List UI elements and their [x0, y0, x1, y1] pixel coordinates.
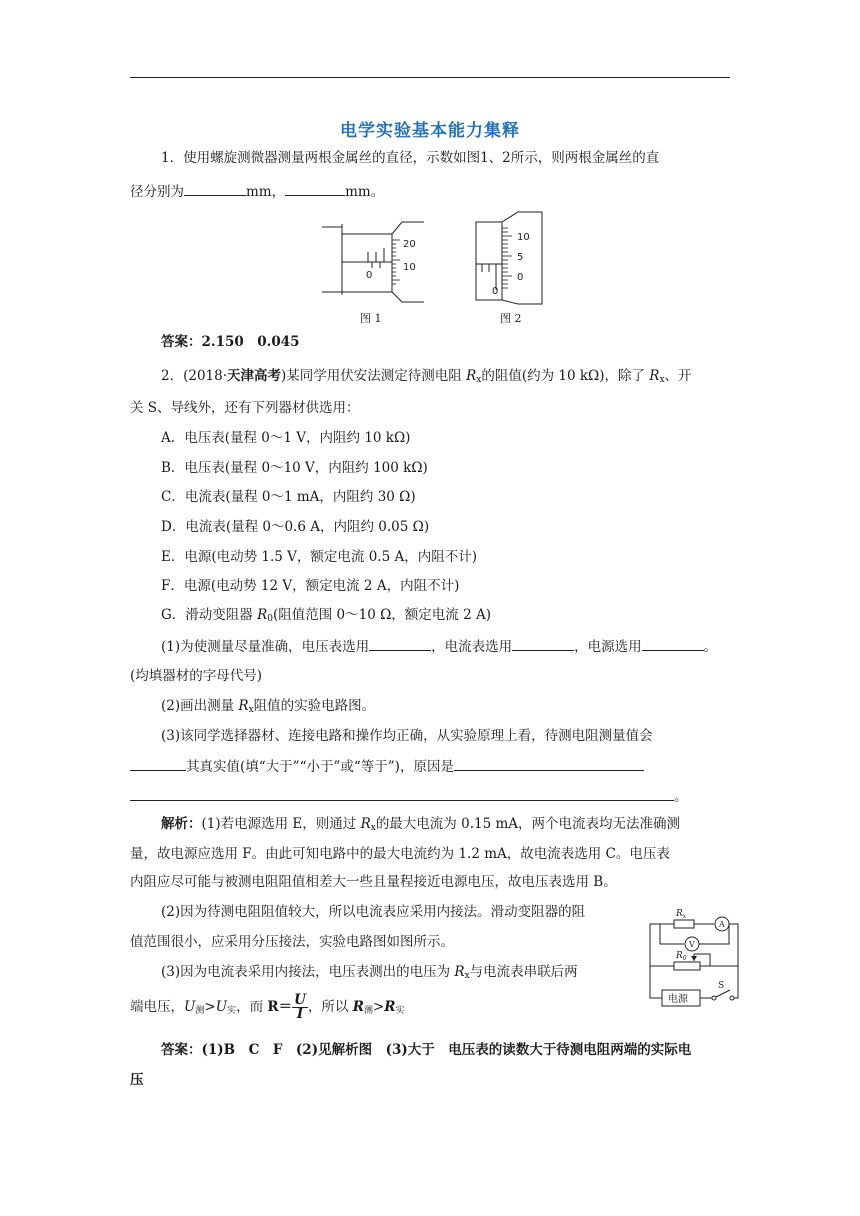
answer-blank-voltmeter	[369, 636, 431, 651]
q1-stem-line2: 径分别为 mm， mm。	[130, 181, 384, 202]
fig2-tick-0: 0	[517, 272, 524, 283]
fig2-sleeve-0: 0	[492, 286, 499, 297]
analysis-line5: 值范围很小，应采用分压接法，实验电路图如图所示。	[130, 934, 454, 950]
fig1-tick-10: 10	[403, 262, 416, 273]
option-d: D．电流表(量程 0～0.6 A，内阻约 0.05 Ω)	[161, 519, 430, 535]
answer-blank-ammeter	[512, 636, 574, 651]
analysis-line4: (2)因为待测电阻阻值较大，所以电流表应采用内接法。滑动变阻器的阻	[161, 904, 586, 920]
analysis-line6: (3)因为电流表采用内接法，电压表测出的电压为 $R_x$与电流表串联后两	[161, 964, 578, 981]
analysis-line7: 端电压，$U_测>U_实$，而 R＝ $\frac{U}{I}$ ，所以 $R_测>R_实$	[130, 992, 405, 1022]
q2-part1-note: (均填器材的字母代号)	[130, 668, 263, 684]
q2-stem-line2: 关 S、导线外，还有下列器材供选用：	[130, 400, 360, 416]
q2-part1: (1)为使测量尽量准确，电压表选用 ，电流表选用 ，电源选用 。	[161, 636, 717, 657]
circuit-diagram	[640, 904, 744, 1016]
answer-blank-reason	[454, 756, 644, 771]
option-e: E．电源(电动势 1.5 V，额定电流 0.5 A，内阻不计)	[161, 549, 477, 565]
q2-part3-line2: 其真实值(填“大于”“小于”或“等于”)，原因是	[130, 756, 644, 777]
circuit-voltmeter-label: V	[689, 940, 695, 949]
q2-part2: (2)画出测量 $R_x$阻值的实验电路图。	[161, 698, 376, 715]
fig1-tick-0: 0	[366, 270, 373, 281]
fig2-tick-5: 5	[517, 252, 524, 263]
rx-resistor	[674, 920, 694, 928]
q2-stem-line1: 2．(2018·天津高考)某同学用伏安法测定待测电阻 $R_x$的阻值(约为 10 kΩ)，除了 $R_x$、开	[161, 368, 692, 385]
header-rule	[130, 77, 730, 78]
answer-blank-2	[285, 181, 345, 196]
q2-part3-line3: 。	[130, 786, 688, 807]
rheostat-slider-icon	[691, 956, 697, 961]
q2-part3-line1: (3)该同学选择器材、连接电路和操作均正确，从实验原理上看，待测电阻测量值会	[161, 728, 653, 744]
option-g: G．滑动变阻器 $R_0$(阻值范围 0～10 Ω，额定电流 2 A)	[161, 607, 491, 624]
r0-rheostat	[674, 962, 700, 970]
q1-answer: 答案：2.150 0.045	[161, 334, 300, 350]
circuit-rx-label: $R_x$	[676, 909, 687, 920]
option-a: A．电压表(量程 0～1 V，内阻约 10 kΩ)	[161, 430, 411, 446]
fig2-tick-10: 10	[517, 232, 530, 243]
analysis-line1: 解析：(1)若电源选用 E，则通过 $R_x$的最大电流为 0.15 mA，两个电流表均无法准确测	[161, 816, 681, 833]
page-title: 电学实验基本能力集释	[340, 121, 520, 141]
fig1-caption: 图 1	[360, 312, 382, 325]
answer-blank-source	[642, 636, 704, 651]
analysis-line2: 量，故电源应选用 F。由此可知电路中的最大电流约为 1.2 mA，故电流表选用 C。电压表	[130, 846, 670, 862]
micrometer-figure-1	[316, 212, 436, 308]
q2-answer-line1: 答案：(1)B C F (2)见解析图 (3)大于 电压表的读数大于待测电阻两端的实际电	[161, 1042, 692, 1058]
answer-blank-1	[184, 181, 246, 196]
option-b: B．电压表(量程 0～10 V，内阻约 100 kΩ)	[161, 460, 428, 476]
option-c: C．电流表(量程 0～1 mA，内阻约 30 Ω)	[161, 489, 416, 505]
circuit-switch-label: S	[718, 981, 725, 991]
circuit-ammeter-label: A	[719, 920, 725, 929]
micrometer-figure-2	[472, 208, 552, 308]
circuit-r0-label: $R_0$	[676, 951, 687, 962]
fraction-u-over-i: $\frac{U}{I}$	[294, 992, 306, 1022]
answer-blank-reason-cont	[130, 786, 674, 801]
fig1-tick-20: 20	[403, 239, 416, 250]
q1-stem-line1: 1．使用螺旋测微器测量两根金属丝的直径，示数如图1、2所示，则两根金属丝的直	[161, 150, 660, 166]
fig2-caption: 图 2	[500, 312, 522, 325]
q2-answer-line2: 压	[130, 1072, 144, 1088]
switch-blade	[716, 990, 730, 997]
analysis-line3: 内阻应尽可能与被测电阻阻值相差大一些且量程接近电源电压，故电压表选用 B。	[130, 874, 617, 890]
source-label: 天津高考	[227, 368, 282, 384]
option-f: F．电源(电动势 12 V，额定电流 2 A，内阻不计)	[161, 578, 460, 594]
answer-blank-compare	[130, 756, 186, 771]
circuit-source-label: 电源	[668, 994, 688, 1005]
